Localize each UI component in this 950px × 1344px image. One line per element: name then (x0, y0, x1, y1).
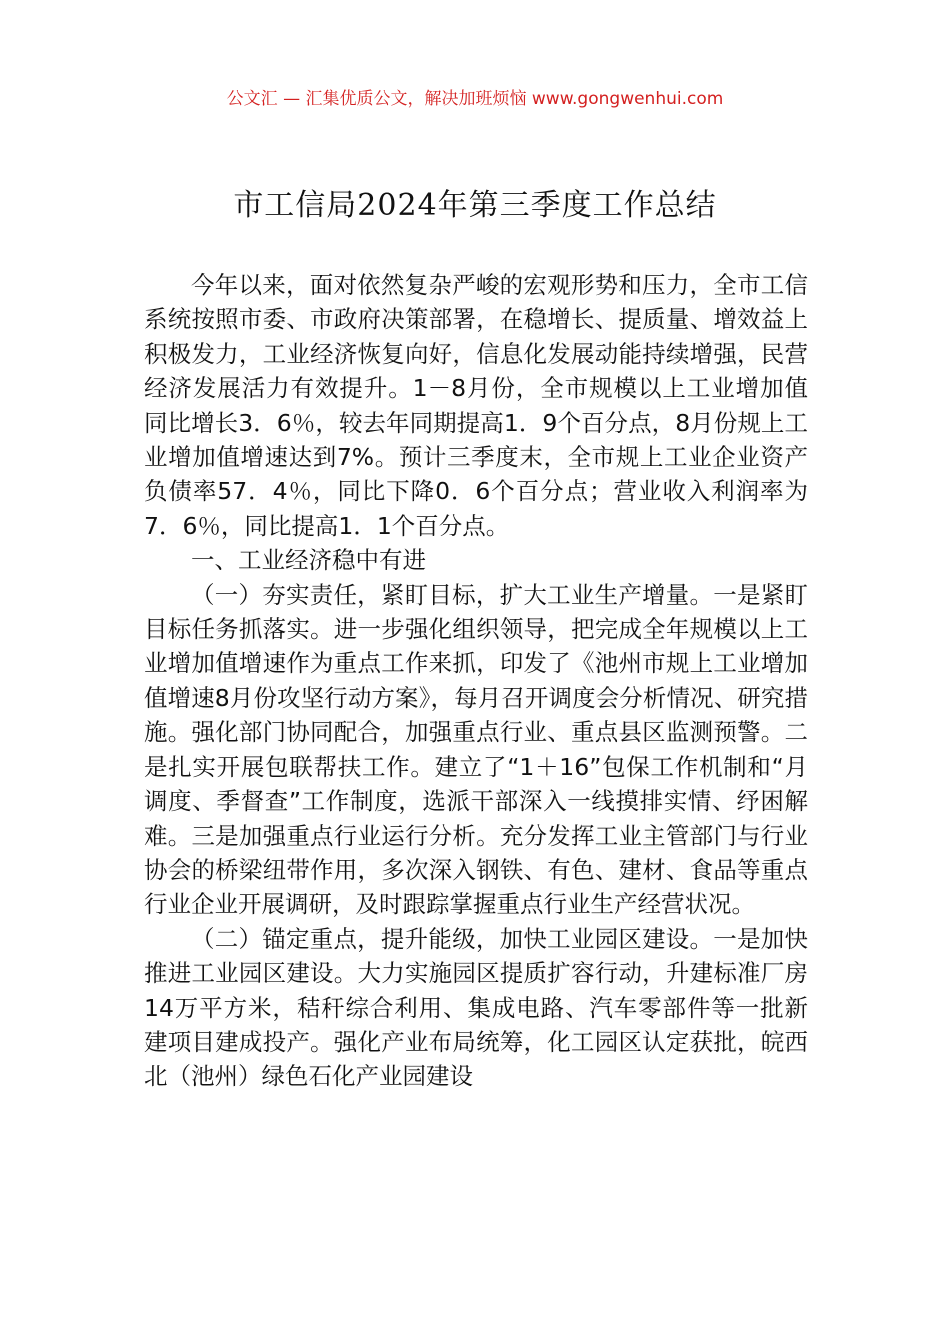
section-heading-1: 一、工业经济稳中有进 (191, 546, 426, 575)
paragraph-subsection-1: （一）夯实责任，紧盯目标，扩大工业生产增量。一是紧盯目标任务抓落实。进一步强化组织领导，把完成全年规模以上工业增加值增速作为重点工作来抓，印发了《池州市规上工业增加值增速8月份攻坚行动方案》，每月召开调度会分析情况、研究措施。强化部门协同配合，加强重点行业、重点县区监测预警。二是扎实开展包联帮扶工作。建立了“1＋16”包保工作机制和“月调度、季督查”工作制度，选派干部深入一线摸排实情、纾困解难。三是加强重点行业运行分析。充分发挥工业主管部门与行业协会的桥梁纽带作用，多次深入钢铁、有色、建材、食品等重点行业企业开展调研，及时跟踪掌握重点行业生产经营状况。 (144, 580, 808, 919)
document-body (144, 268, 808, 1094)
paragraph-subsection-2: （二）锚定重点，提升能级，加快工业园区建设。一是加快推进工业园区建设。大力实施园区提质扩容行动，升建标准厂房14万平方米，秸秆综合利用、集成电路、汽车零部件等一批新建项目建成投产。强化产业布局统筹，化工园区认定获批，皖西北（池州）绿色石化产业园建设 (144, 924, 808, 1091)
website-banner: 公文汇 — 汇集优质公文，解决加班烦恼 www.gongwenhui.com (226, 89, 724, 109)
paragraph-intro: 今年以来，面对依然复杂严峻的宏观形势和压力，全市工信系统按照市委、市政府决策部署，在稳增长、提质量、增效益上积极发力，工业经济恢复向好，信息化发展动能持续增强，民营经济发展活力有效提升。1－8月份，全市规模以上工业增加值同比增长3．6％，较去年同期提高1．9个百分点，8月份规上工业增加值增速达到7%。预计三季度末，全市规上工业企业资产负债率57．4％，同比下降0．6个百分点；营业收入利润率为7．6％，同比提高1．1个百分点。 (144, 271, 808, 540)
document-title: 市工信局2024年第三季度工作总结 (233, 188, 717, 223)
